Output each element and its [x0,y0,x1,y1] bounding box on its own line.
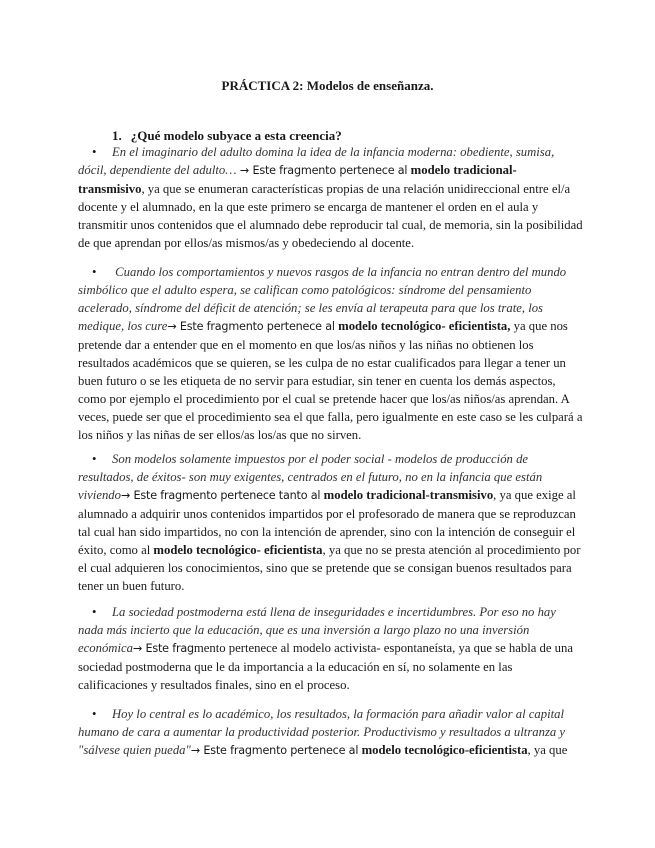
page-title: PRÁCTICA 2: Modelos de enseñanza. [221,78,434,93]
model-name: modelo tecnológico- eficientista, [338,319,511,333]
quote-text: Hoy lo central es lo académico, los resultados, la formación para añadir valor al capital humano de cara a aumentar la productividad posterior. Productivismo y resultados a ultranza y "sálvese quien pueda" [78,707,566,757]
explanation-text: mento pertenece al modelo activista- espontaneísta, ya que se habla de una sociedad postmoderna que le da importancia a la educación en sí, no solamente en las calificaciones y resultados finales, sino en el proceso. [78,641,573,692]
bullet: • [92,145,97,159]
quote-text: Cuando los comportamientos y nuevos rasgos de la infancia no entran dentro del mundo simbólico que el adulto espera, se califican como patológicos: síndrome del pensamiento acelerado, síndrome del déficit de atención; se les envía al terapeuta para que los trate, los medique, los cure [78,265,567,333]
paragraph-5 [78,705,583,760]
quote-text: En el imaginario del adulto domina la idea de la infancia moderna: obediente, sumisa, dócil, dependiente del adulto… [78,145,555,177]
bullet: • [92,265,97,279]
paragraph-4 [78,603,583,694]
paragraph-1 [78,143,583,252]
bullet: • [92,605,97,619]
explanation-text: ya que nos pretende dar a entender que en el momento en que los/as niños y las niñas no obtienen los resultados académicos que se quieren, se les culpa de no estar cualificados para llegar a tener un buen futuro o se les etiqueta de no servir para estudiar, sin tener en cuenta los demás aspectos, como por ejemplo el procedimiento por el cual se pretende hacer que los/as niños/as aprendan. A veces, puede ser que el procedimiento sea el que falla, pero igualmente en este caso se les culpará a los niños y las niñas de ser ellos/as los/as que no sirven. [78,319,583,442]
model-name-secondary: modelo tecnológico- eficientista [153,543,323,557]
arrow-text: → Este fragmento pertenece al [190,744,362,757]
explanation-text: , ya que exige al alumnado a adquirir unos contenidos impartidos por el profesorado de manera que se reproduzcan tal cual han sido impartidos, no con la intención de aprender, sino con la intención de conseguir el éxito, como al [78,488,576,557]
paragraph-3 [78,450,583,595]
arrow-text: → Este frag [132,642,194,655]
arrow-text: → Este fragmento pertenece al [236,164,411,177]
model-name: modelo tecnológico-eficientista [361,743,528,757]
arrow-text: → Este fragmento pertenece al [167,320,339,333]
quote-text: Son modelos solamente impuestos por el poder social - modelos de producción de resultados, de éxitos- son muy exigentes, centrados en el futuro, no en la infancia que están viviendo [78,452,543,502]
model-name: modelo tradicional-transmisivo [323,488,494,502]
bullet: • [92,452,97,466]
arrow-text: → Este fragmento pertenece tanto al [120,489,324,502]
bullet: • [92,707,97,721]
explanation-text: , ya que [527,743,568,757]
model-name: modelo tradicional-transmisivo [78,163,517,196]
question-text: ¿Qué modelo subyace a esta creencia? [130,128,342,143]
quote-text: La sociedad postmoderna está llena de inseguridades e incertidumbres. Por eso no hay nada más incierto que la educación, que es una inversión a largo plazo no una inversión económica [78,605,556,655]
question-number: 1. [112,128,122,143]
explanation-text: , ya que se enumeran características propias de una relación unidireccional entre el/a docente y el alumnado, en la que este primero se encarga de mantener el orden en el aula y transmitir unos contenidos que el alumnado debe reproducir tal cual, de memoria, sin la posibilidad de que aprendan por ellos/as mismos/as y obedeciendo al docente. [78,182,583,250]
paragraph-2 [78,263,583,444]
explanation-text-2: , ya que no se presta atención al procedimiento por el cual adquieren los conocimientos, sino que se pretende que se consigan buenos resultados para tener un buen futuro. [78,543,581,593]
